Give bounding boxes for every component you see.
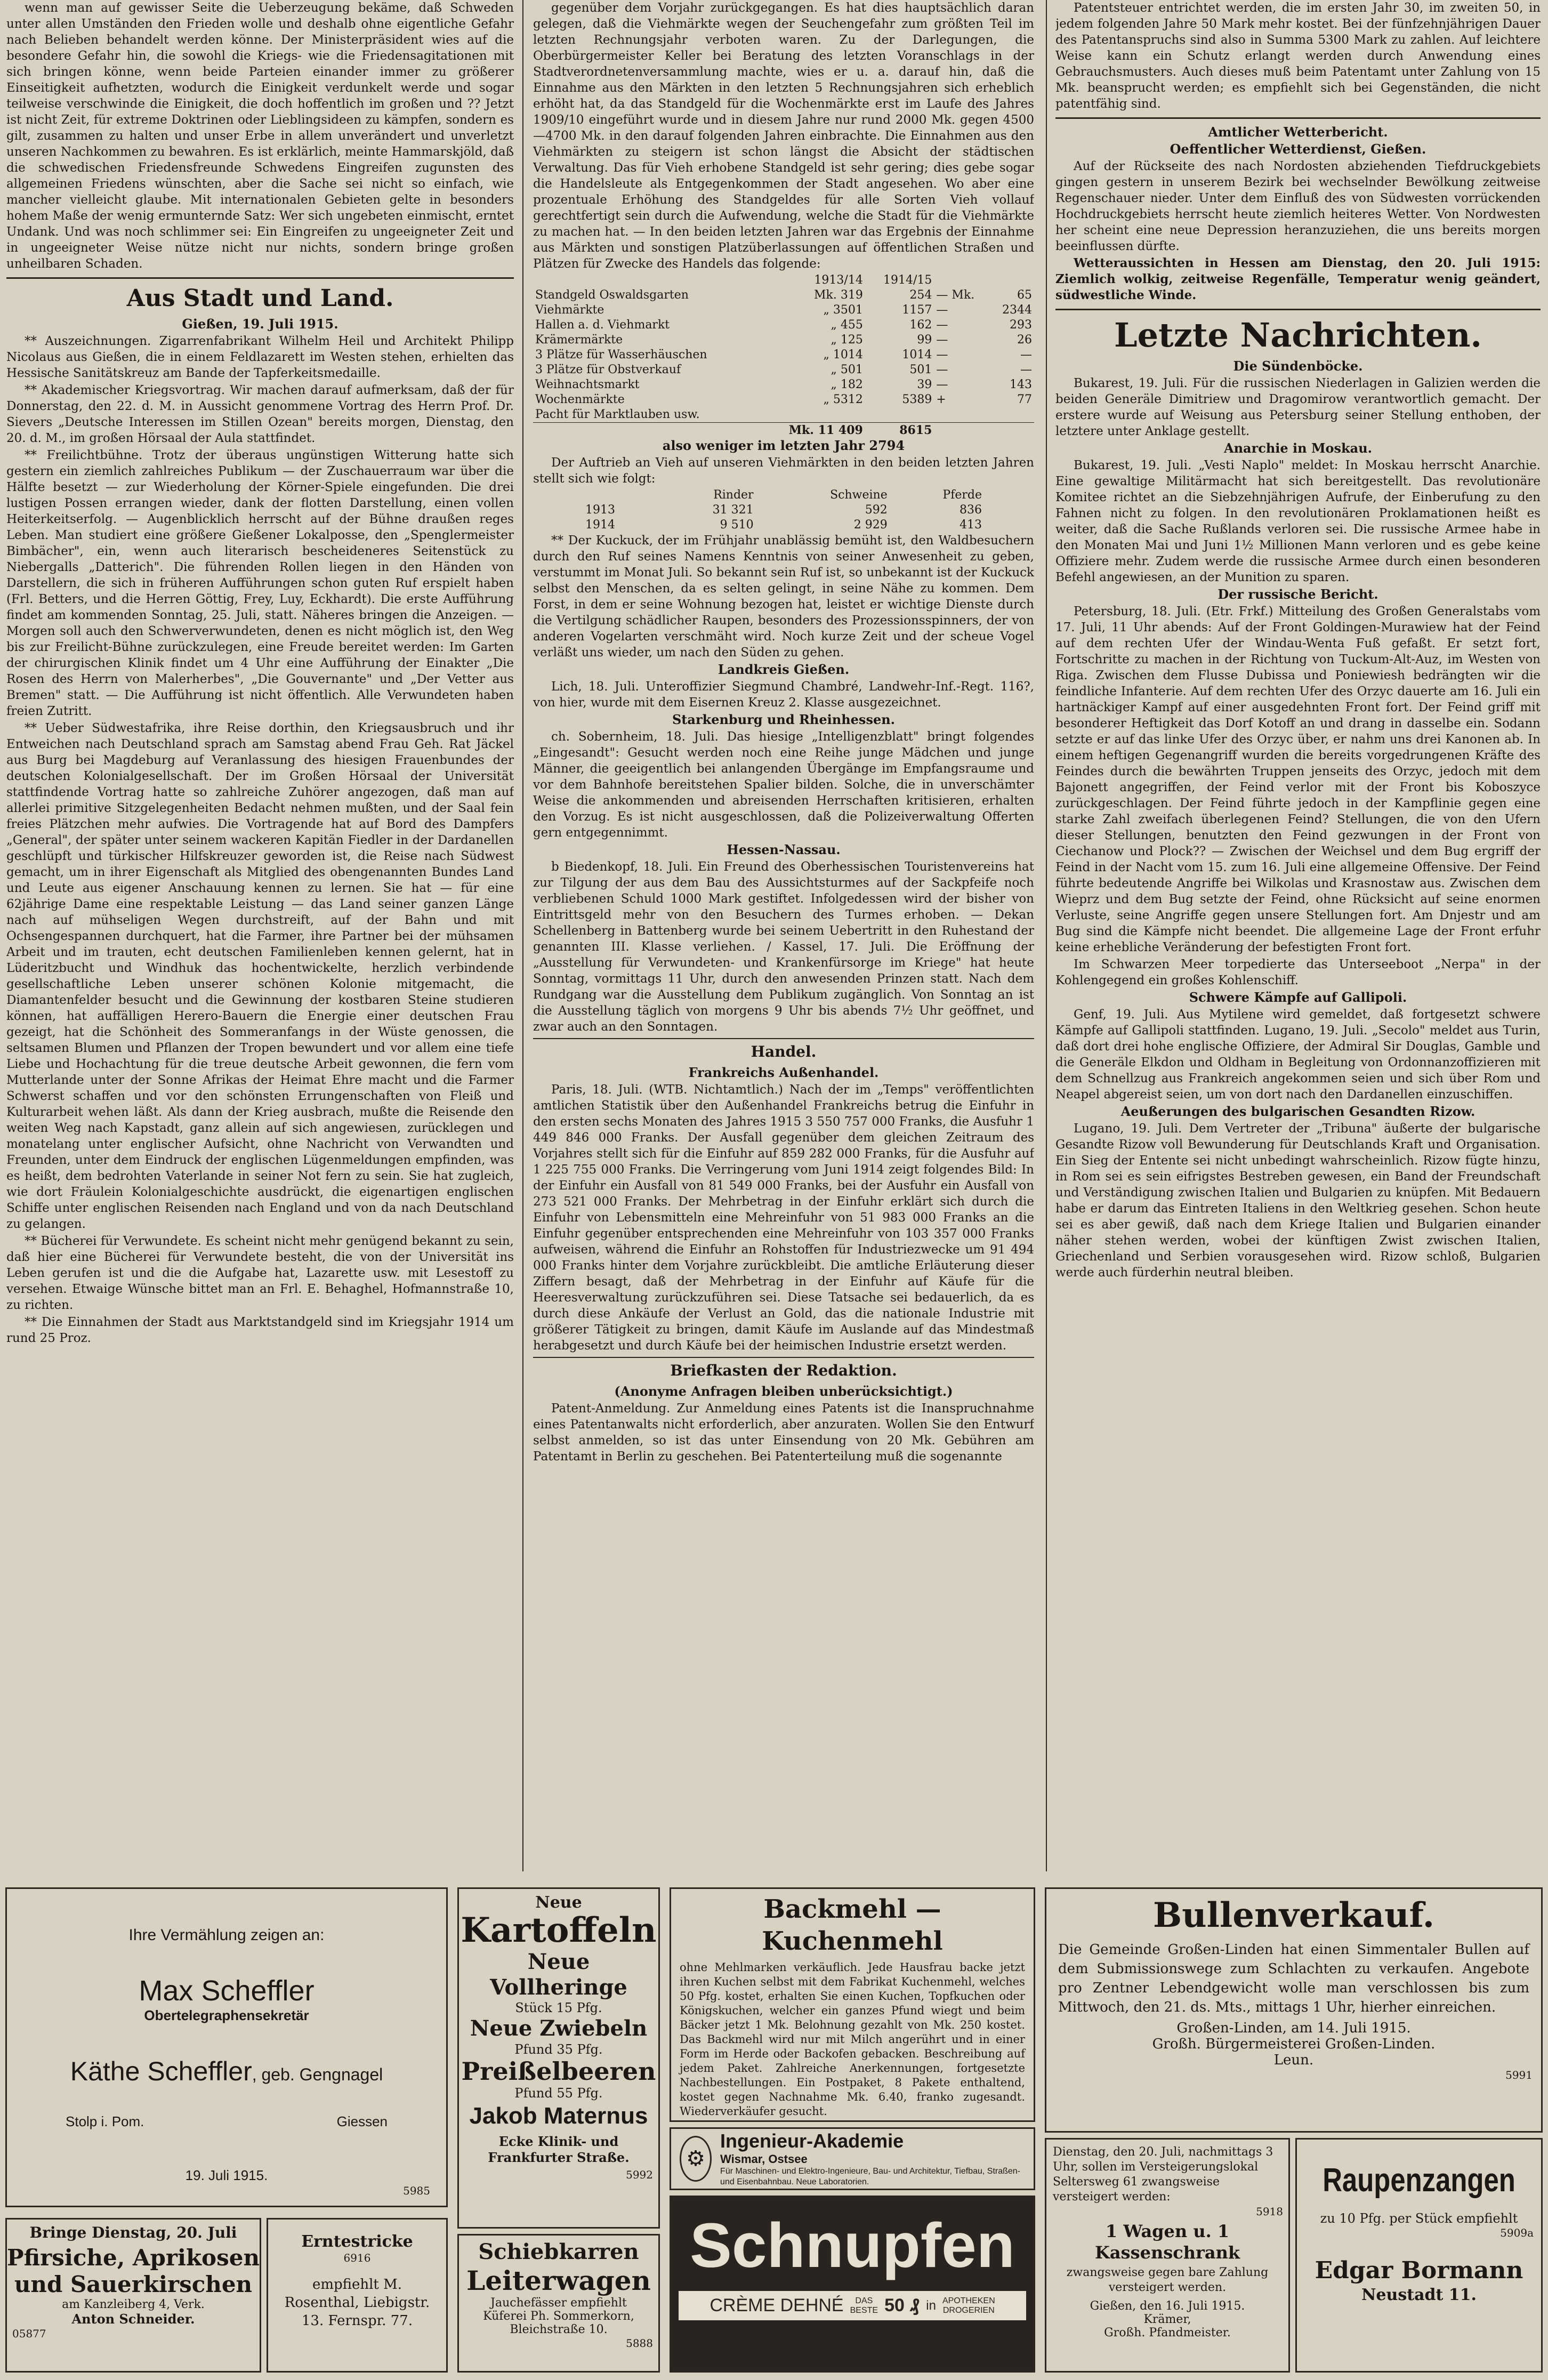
table-header: Rinder Schweine Pferde: [713, 488, 982, 502]
local-news-item: ** Freilichtbühne. Trotz der überaus ungünstigen Witterung hatte sich gestern ein ziemlich zahlreiches Publikum — der Zuschauerraum war über die Hälfte besetzt — zur Wiederholung der Körner-Spiele eingefunden. Die drei lustigen Possen errangen wieder, dank der flotten Darstellung, einen vollen Heiterkeitserfolg. — Augenblicklich herrscht auf der Bühne draußen reges Leben. Man studiert eine größere Gießener Lokalposse, den „Spenglermeister Bimbächer", ein, wenn auch literarisch bescheideneres Seitenstück zu Niebergalls „Datterich". Die führenden Rollen liegen in den Händen von Darstellern, die sich in früheren Aufführungen schon guten Ruf erspielt haben (Frl. Betters, und die Herren Göttig, Frey, Luy, Eckhardt). Die erste Aufführung findet am kommenden Sonntag, 25. Juli, statt. Näheres bringen die Anzeigen. — Morgen soll auch den Schwerverwundeten, denen es nicht möglich ist, den Weg bis zur Freilicht-Bühne zurückzulegen, eine Freude bereitet werden: Im Garten der chirurgischen Klinik findet um 4 Uhr eine Aufführung der Einakter „Die Rosen des Herrn von Malerherbes", „Die Gouvernante" und „Der Vetter aus Bremen" statt. — Die Aufführung ist nicht öffentlich. Alle Verwundeten haben freien Zutritt.: [6, 448, 514, 718]
weather-forecast: Wetteraussichten in Hessen am Dienstag, den 20. Juli 1915: Ziemlich wolkig, zeitweise Regenfälle, Temperatur wenig geändert, südwestliche Winde.: [1055, 256, 1541, 302]
advertisement-section: [5, 1887, 1543, 2374]
ad-text: empfiehlt M. Rosenthal, Liebigstr. 13. Fernspr. 77.: [284, 2277, 430, 2329]
ad-text: Giessen: [336, 2113, 388, 2129]
wedding-announcement: [5, 1887, 448, 2207]
remedy-product-line: [679, 2291, 1026, 2320]
table-row: 3 Plätze für Obstverkauf „ 501 501 — —: [535, 363, 1032, 376]
ad-text: Stolp i. Pom.: [66, 2113, 144, 2129]
auction-ad: [1045, 2138, 1290, 2373]
ad-code: 05877: [12, 2327, 46, 2340]
academy-ad: [670, 2127, 1035, 2190]
table-row: Standgeld Oswaldsgarten Mk. 319 254 — Mk. 65: [535, 288, 1032, 302]
local-news-item: ** Der Kuckuck, der im Frühjahr unablässig bemüht ist, den Waldbesuchern durch den Ruf seines Namens Kenntnis von seiner Anwesenheit zu geben, verstummt im Monat Juli. So bekannt sein Ruf ist, so unbekannt ist der Kuckuck selbst den Menschen, da es selten gelingt, in seine Nähe zu kommen. Dem Forst, in dem er seine Wohnung bezogen hat, leistet er wichtige Dienste durch die Vertilgung schädlicher Raupen, besonders des Prozessionsspinners, der von anderen Vogelarten verschmäht wird. Noch kurze Zeit und der scheue Vogel verläßt uns wieder, um nach den Süden zu gehen.: [533, 534, 1034, 660]
section-heading: Briefkasten der Redaktion.: [670, 1362, 897, 1379]
section-heading: Letzte Nachrichten.: [1114, 316, 1482, 355]
news-item: Genf, 19. Juli. Aus Mytilene wird gemeldet, daß fortgesetzt schwere Kämpfe auf Gallipoli stattfinden. Lugano, 19. Juli. „Secolo" meldet aus Turin, daß dort drei hohe englische Offiziere, der Admiral Sir Douglas, Gamble und die Generäle Elkdon und Oldham in Begleitung von Ordonnanzoffizieren mit dem Schnellzug aus Frankreich angekommen seien und sich über Rom und Neapel abgereist seien, um von dort nach den Dardanellen einzuschiffen.: [1055, 1008, 1541, 1101]
grocery-ad: [457, 1887, 660, 2229]
local-news-item: Lich, 18. Juli. Unteroffizier Siegmund Chambré, Landwehr-Inf.-Regt. 116?, von hier, wurde mit dem Eisernen Kreuz 2. Klasse ausgezeichnet.: [533, 680, 1034, 710]
cart-ad: [457, 2234, 660, 2373]
ad-price: Pfund 55 Pfg.: [514, 2086, 603, 2101]
ad-text: DAS: [855, 2296, 873, 2305]
local-news-item: ** Bücherei für Verwundete. Es scheint nicht mehr genügend bekannt zu sein, daß hier eine Bücherei für Verwundete besteht, die von der Universität ins Leben gerufen ist und die die Aufgabe hat, Lazarette usw. mit Lesestoff zu versehen. Etwaige Wünsche bittet man an Frl. E. Behaghel, Hofmannstraße 10, zu richten.: [6, 1234, 514, 1312]
ad-text: BESTE: [850, 2305, 878, 2315]
academy-row: [671, 2129, 1034, 2189]
ad-text: zwangsweise gegen bare Zahlung versteigert werden.: [1066, 2266, 1269, 2294]
ad-name: Anton Schneider.: [71, 2311, 195, 2327]
ad-name: Max Scheffler: [139, 1975, 315, 2007]
news-item: Petersburg, 18. Juli. (Etr. Frkf.) Mitteilung des Großen Generalstabs vom 17. Juli, 11 Uhr abends: Auf der Front Goldingen-Murawiew hat der Feind auf dem rechten Ufer der Windau-Wenta Fuß gefaßt. Er setzt fort, Fortschritte zu machen in der Richtung von Tuckum-Alt-Auz, im Westen von Riga. Zwischen dem Flusse Dubissa und Poniewiesh bedrängten wir die feindliche Infanterie. Auf dem rechten Ufer des Orzyc dauerte am 16. Juli ein hartnäckiger Kampf auf einer ausgedehnten Front fort. Der Feind griff mit besonderer Heftigkeit das Dorf Kotoff an und drang in dasselbe ein. Sodann setzte er auf das linke Ufer des Orzyc über, er nahm uns drei Kanonen ab. In einem heftigen Gegenangriff wurden die bereits vorgedrungenen Kräfte des Feindes durch die bewährten Truppen jenseits des Orzyc, jedoch mit dem Bajonett angegriffen, der Feind verlor mit der Front bis Koboszyce zurückgeschlagen. Der Feind führte jedoch in der Kampflinie gegen eine starke Zahl zweifach überlegenen Feind? Stellungen, die von den Ufern dieser Stellungen, benutzten den Feind gezwungen in der Front von Ciechanow und Plock?? — Zwischen der Weichsel und dem Bug ergriff der Feind in der Nacht vom 15. zum 16. Juli eine allgemeine Offensive. Der Feind führte bedeutende Angriffe bei Wilkolas und Krasnostaw aus. Zwischen dem Wieprz und dem Bug setzte der Feind, ohne Rücksicht auf seine enormen Verluste, seine Angriffe gegen unsere Stellungen fort. Am Dnjestr und am Bug sind die Kämpfe nicht beendet. Die allgemeine Lage der Front erfuhr keine erhebliche Veränderung der befestigten Front fort.: [1055, 605, 1541, 954]
ad-price: Pfund 35 Pfg.: [514, 2042, 603, 2057]
table-row: Hallen a. d. Viehmarkt „ 455 162 — 293: [535, 318, 1032, 332]
ad-text: Großh. Pfandmeister.: [1104, 2326, 1231, 2339]
ad-title: Pfirsiche, Aprikosen und Sauerkirschen: [7, 2245, 260, 2297]
ad-title: Schiebkarren: [478, 2239, 639, 2264]
ad-title: Raupenzangen: [1323, 2162, 1515, 2199]
news-item: Bukarest, 19. Juli. Für die russischen Niederlagen in Galizien werden die beiden Generäle Dimitriew und Dragomirow verantwortlich gemacht. Der erstere wurde auf Weisung aus Petersburg seiner Stellung enthoben, der letztere unter Anklage gestellt.: [1055, 376, 1541, 438]
table-row: Pacht für Marktlauben usw.: [535, 408, 700, 421]
section-subheading: Der russische Bericht.: [1218, 586, 1378, 602]
section-subheading: Landkreis Gießen.: [717, 662, 850, 677]
table-row: 1914 9 510 2 929 413: [585, 518, 982, 532]
dateline: Gießen, 19. Juli 1915.: [182, 316, 338, 332]
section-rule: [1055, 309, 1541, 310]
ad-text: Bringe Dienstag, 20. Juli: [29, 2224, 237, 2241]
ad-code: 5992: [626, 2168, 653, 2181]
ad-text: in: [926, 2298, 936, 2313]
column-right: [1055, 0, 1541, 1866]
column-rule: [522, 0, 523, 1871]
bull-sale-ad: [1045, 1887, 1543, 2133]
section-heading: Aus Stadt und Land.: [126, 285, 394, 312]
section-subheading: Starkenburg und Rheinhessen.: [672, 712, 896, 727]
ad-title: Backmehl — Kuchenmehl: [762, 1894, 943, 1956]
ad-title: Erntestricke: [301, 2232, 413, 2251]
weather-report: Auf der Rückseite des nach Nordosten abziehenden Tiefdruckgebiets gingen gestern in unserem Bezirk bei wechselnder Bewölkung zeitweise Regenschauer nieder. Unter dem Einfluß des von Südwesten vorrückenden Hochdruckgebiets herrscht heute ziemlich heiteres Wetter. Von Nordwesten her scheint eine neue Depression heranzuziehen, die uns bereits morgen beeinflussen dürfte.: [1055, 159, 1541, 253]
section-rule: [533, 1357, 1034, 1358]
ad-name: Edgar Bormann: [1315, 2257, 1523, 2284]
ad-code: 6916: [343, 2252, 371, 2264]
table-row: Wochenmärkte „ 5312 5389 + 77: [535, 393, 1032, 406]
academy-text: [720, 2130, 1025, 2188]
section-subheading: Die Sündenböcke.: [1233, 358, 1363, 374]
ad-code: 5888: [626, 2337, 653, 2350]
table-total-row: Mk. 11 409 8615: [533, 423, 1034, 438]
ad-name-line: [7, 2056, 446, 2087]
section-rule: [533, 1038, 1034, 1039]
local-news-item: ** Ueber Südwestafrika, ihre Reise dorthin, den Kriegsausbruch und ihr Entweichen nach Deutschland sprach am Samstag abend Frau Geh. Rat Jäckel aus Burg bei Magdeburg auf Veranlassung des hiesigen Frauenbundes der deutschen Kolonialgesellschaft. Der im Großen Hörsaal der Universität stattfindende Vortrag hatte so zahlreiche Zuhörer angezogen, daß man auf allerlei primitive Sitzgelegenheiten Bedacht nehmen mußten, und der Saal fein freies Plätzchen mehr aufwies. Die Vortragende hat auf Bord des Dampfers „General", der später unter seinem wackeren Kapitän Fiedler in der Dardanellen geschlüpft und türkischer Hilfskreuzer geworden ist, die Reise nach Südwest gemacht, um in ihrer Eigenschaft als Mitglied des obengenannten Bundes Land und Leute aus eigener Anschauung kennen zu lernen. Sie hat — für eine 62jährige Dame eine respektable Leistung — das Land seiner ganzen Länge nach auf mühseligen Wegen durchstreift, auf der Bahn und mit Ochsengespannen durchquert, hat die Farmer, ihre Partner bei der mühsamen Arbeit und im trauten, echt deutschen Familienleben kennen gelernt, hat in Lüderitzbucht und Windhuk das hochentwickelte, herzlich verbindende gesellschaftliche Leben unserer schönen Kolonie mitgemacht, die Diamantenfelder besucht und die Gewinnung der kostbaren Steine studieren können, hat auffälligen Herero-Bauern die Energie einer deutschen Frau gezeigt, hat die Schönheit des Sommeranfangs in der Wüste genossen, die seltsamen Blumen und Pflanzen der Tropen bewundert und vor allem eine tiefe Liebe und Hochachtung für die treue deutsche Arbeit gewonnen, die fern vom Mutterlande unter der Sonne Afrikas der Heimat Ehre macht und die Farmer Schwerst schaffen und vor den schönsten Errungenschaften von Fleiß und Kulturarbeit wehen läßt. Als dann der Krieg ausbrach, mußte die Reisende den weiten Weg nach Kapstadt, ganz allein auf sich angewiesen, zurücklegen und monatelang unter englischer Aufsicht, ohne Nachricht von Verwandten und Freunden, unter dem Eindruck der englischen Lügenmeldungen empfinden, was es heißt, dem bedrohten Vaterlande in seiner Not fern zu sein. Sie hat zugleich, wie dort Fräulein Kolonialgeschichte ausdrückt, die eigenartigen englischen Schiffe unter englischen Reisenden nach England und von da nach Deutschland zu gelangen.: [6, 721, 514, 1231]
section-subheading: Schwere Kämpfe auf Gallipoli.: [1189, 990, 1407, 1005]
table-row: Viehmärkte „ 3501 1157 — 2344: [535, 303, 1032, 317]
ad-title: Ingenieur-Akademie: [720, 2130, 904, 2152]
remedy-badge: [850, 2296, 878, 2315]
section-subheading: Oeffentlicher Wetterdienst, Gießen.: [1170, 141, 1426, 157]
ad-text: Neue: [535, 1893, 582, 1912]
baking-flour-ad: [670, 1887, 1035, 2122]
section-subheading: (Anonyme Anfragen bleiben unberücksichtigt.): [614, 1384, 953, 1399]
ad-name: Krämer,: [1143, 2313, 1191, 2326]
column-rule: [1046, 0, 1047, 1871]
local-news-item: ch. Sobernheim, 18. Juli. Das hiesige „Intelligenzblatt" bringt folgendes „Eingesandt": Gesucht werden noch eine Reihe junge Mädchen und junge Männer, die geeigentlich bei anlangenden Übergänge im Empfangsraume und vor dem Bahnhofe bereitstehen Spalier bilden. Solche, die in unverschämter Weise die ankommenden und abreisenden Herrschaften kritisieren, erhalten den Vorzug. Es ist nicht ausgeschlossen, daß die Polizeiverwaltung Offerten gern entgegennimmt.: [533, 730, 1034, 840]
section-subheading: Hessen-Nassau.: [727, 842, 841, 857]
remedy-where: [942, 2296, 995, 2315]
article-text: Paris, 18. Juli. (WTB. Nichtamtlich.) Nach der im „Temps" veröffentlichten amtlichen Statistik über den Außenhandel Frankreichs betrug die Einfuhr in den ersten sechs Monaten des Jahres 1915 3 550 757 000 Franks, die Ausfuhr 1 449 846 000 Franks. Der Ausfall gegenüber dem gleichen Zeitraum des Vorjahres stellt sich für die Einfuhr auf 859 282 000 Franks, für die Ausfuhr auf 1 225 755 000 Franks. Die Verringerung vom Juni 1914 zeigt folgendes Bild: In der Einfuhr ein Ausfall von 81 549 000 Franks, bei der Ausfuhr ein Ausfall von 273 521 000 Franks. Der Mehrbetrag in der Einfuhr erklärt sich durch die Einfuhr von Lebensmitteln eine Mehreinfuhr von 51 983 000 Franks an die Einfuhr gegenüber entsprechenden eine Mehreinfuhr von 103 357 000 Franks aufweisen, während die Einfuhr an Rohstoffen für Industriezwecke um 91 494 000 Franks hinter dem Vorjahre zurückbleibt. Die amtliche Erläuterung dieser Ziffern besagt, daß der Mehrbetrag in der Einfuhr auf Käufe für die Heeresverwaltung zurückzuführen sei. Diese Tatsache sei bedauerlich, da es durch diese Ankäufe der Verlust an Gold, das die nationale Industrie mit größerer Tätigkeit zu bringen, damit Käufe im Auslande auf das Mindestmaß herabgesetzt und durch Käufe bei der heimischen Industrie ersetzt werden.: [533, 1083, 1034, 1353]
ad-text: Neustadt 11.: [1361, 2286, 1477, 2304]
ad-text: am Kanzleiberg 4, Verk.: [62, 2298, 205, 2311]
column-middle: [533, 0, 1034, 1871]
ad-date: 19. Juli 1915.: [185, 2167, 268, 2183]
ad-title: Neue Zwiebeln: [470, 2016, 648, 2041]
table-note: also weniger im letzten Jahr 2794: [662, 438, 905, 453]
table-row: 3 Plätze für Wasserhäuschen „ 1014 1014 — —: [535, 348, 1032, 361]
ad-text: Für Maschinen- und Elektro-Ingenieure, Bau- und Architektur, Tiefbau, Straßen- und Eisenbahnbau. Neue Laboratorien.: [720, 2167, 1021, 2186]
fruit-ad: [5, 2218, 261, 2373]
section-subheading: Frankreichs Außenhandel.: [688, 1065, 879, 1080]
article-text: gegenüber dem Vorjahr zurückgegangen. Es hat dies hauptsächlich daran gelegen, daß die Viehmärkte wegen der Seuchengefahr zum größten Teil im letzten Rechnungsjahr verboten waren. Zu der Darlegungen, die Oberbürgermeister Keller bei Beratung des letzten Voranschlags in der Stadtverordnetenversammlung machte, wies er u. a. darauf hin, daß die Einnahme aus den Märkten in den letzten 5 Rechnungsjahren sich erheblich erhöht hat, da das Standgeld für die Wochenmärkte erst im Laufe des Jahres 1909/10 eingeführt wurde und in diesem Jahre nur rund 2000 Mk. gegen 4500—4700 Mk. in den darauf folgenden Jahren einbrachte. Die Einnahmen aus den Viehmärkten zu steigern ist schon längst die Absicht der städtischen Verwaltung. Das für Vieh erhobene Standgeld ist sehr gering; dies gebe sogar die Handelsleute als Entgegenkommen der Stadt angesehen. Wo aber eine prozentuale Erhöhung des Standgeldes für alle Sorten Vieh vollauf gerechtfertigt sein durch die Aufwendung, welche die Stadt für die Viehmärkte zu machen hat. — In den beiden letzten Jahren war das Ergebnis der Einnahme aus Märkten und sonstigen Platzüberlassungen auf öffentlichen Straßen und Plätzen für Zwecke des Handels das folgende:: [533, 1, 1034, 271]
local-news-item: b Biedenkopf, 18. Juli. Ein Freund des Oberhessischen Touristenvereins hat zur Tilgung der aus dem Bau des Aussichtsturmes auf der Sackpfeife noch verbliebenen Schuld 1000 Mark gestiftet. Infolgedessen wird der bisher von Eintrittsgeld mehr von den Besuchern des Turmes erhoben. — Dekan Schellenberg in Battenberg wurde bei seinem Uebertritt in den Ruhestand der genannten III. Klasse verliehen. / Kassel, 17. Juli. Die Eröffnung der „Ausstellung für Verwundeten- und Krankenfürsorge im Kriege" hat heute Sonntag, vormittags 11 Uhr, durch den anwesenden Prinzen statt. Nach dem Rundgang war die Ausstellung dem Publikum zugänglich. Von Sonntag an ist die Ausstellung täglich von morgens 9 Uhr bis abends 7½ Uhr geöffnet, und zwar auch an den Sonntagen.: [533, 860, 1034, 1034]
ad-text: Großen-Linden, am 14. Juli 1915.: [1176, 2020, 1411, 2036]
ad-title: Bullenverkauf.: [1153, 1895, 1434, 1935]
ad-text: Ihre Vermählung zeigen an:: [128, 1926, 325, 1944]
news-item: Im Schwarzen Meer torpedierte das Unterseeboot „Nerpa" in der Kohlengegend ein großes Kohlenschiff.: [1055, 958, 1541, 987]
ad-price: 50 ₰: [884, 2295, 920, 2315]
section-rule: [6, 277, 514, 279]
ad-price: Stück 15 Pfg.: [515, 2000, 602, 2015]
ad-text: Großh. Bürgermeisterei Großen-Linden.: [1152, 2036, 1436, 2052]
section-subheading: Anarchie in Moskau.: [1223, 440, 1373, 456]
ad-title: 1 Wagen u. 1 Kassenschrank: [1095, 2221, 1240, 2263]
table-header: 1913/14 1914/15: [814, 274, 932, 287]
ad-title: Preißelbeeren: [461, 2057, 656, 2086]
table-row: Weihnachtsmarkt „ 182 39 — 143: [535, 378, 1032, 391]
ad-code: 5918: [1256, 2205, 1283, 2218]
ad-date: Gießen, den 16. Juli 1915.: [1090, 2299, 1245, 2313]
livestock-table: [583, 488, 984, 533]
cold-remedy-ad: [670, 2196, 1035, 2373]
table-row: Krämermärkte „ 125 99 — 26: [535, 333, 1032, 347]
ad-text: Die Gemeinde Großen-Linden hat einen Simmentaler Bullen auf dem Submissionswege zum Schlachten zu verkaufen. Angebote pro Zentner Lebendgewicht wolle man verschlossen bis zum Mittwoch, den 21. ds. Mts., mittags 1 Uhr, hierher einreichen.: [1058, 1942, 1529, 2015]
article-text: wenn man auf gewisser Seite die Ueberzeugung bekäme, daß Schweden unter allen Umständen den Frieden wolle und deshalb ohne eigentliche Gefahr nach Belieben behandelt werden könne. Der Ministerpräsident wies auf die besondere Gefahr hin, die sowohl die Kriegs- wie die Friedensagitationen mit sich bringen könne, wenn beide Parteien einander immer zu größerer Einseitigkeit aufhetzten, wodurch die Einigkeit verdunkelt werde und sogar teilweise verschwinde die Einigkeit, die doch hoffentlich im großen und ?? Jetzt ist nicht Zeit, für extreme Doktrinen oder Lieblingsideen zu kämpfen, sondern es gilt, zusammen zu halten und unser Erbe in allem unverändert und unverletzt unseren Nachkommen zu bewahren. Es ist erklärlich, meinte Hammarskjöld, daß die schwedischen Friedensfreunde Schwedens Eingreifen zugunsten des allgemeinen Friedens wünschten, aber die Sache sei nicht so einfach, wie mancher vielleicht glaube. Mit internationalen Gebieten gelte in besonders hohem Maße der wenig ermunternde Satz: Wer sich ungebeten einmischt, erntet Undank. Und was noch schlimmer sei: Ein Eingreifen zu ungeeigneter Zeit und in ungeeigneter Weise nütze nicht nur nichts, sondern bringe großen unheilbaren Schaden.: [6, 1, 514, 271]
news-item: Bukarest, 19. Juli. „Vesti Naplo" meldet: In Moskau herrscht Anarchie. Eine gewaltige Militärmacht hat sich bereitgestellt. Das revolutionäre Komitee richtet an die Siebzehnjährigen Aufrufe, der Einberufung zu den Fahnen nicht zu folgen. In den revolutionären Proklamationen heißt es weiter, daß die Sache Rußlands verloren sei. Die russische Armee habe in den Monaten Mai und Juni 1½ Millionen Mann verloren und es gebe keine Offiziere mehr. Zudem werde die russische Armee durch einen besonderen Befehl angewiesen, an der Munition zu sparen.: [1055, 459, 1541, 584]
caterpillar-tongs-ad: [1295, 2138, 1543, 2373]
local-news-item: ** Akademischer Kriegsvortrag. Wir machen darauf aufmerksam, daß der für Donnerstag, den 22. d. M. in Aussicht genommene Vortrag des Herrn Prof. Dr. Sievers „Deutsche Interessen im Stillen Ozean" bereits morgen, Dienstag, den 20. d. M., im großen Hörsaal der Aula stattfindet.: [6, 383, 514, 445]
local-news-item: ** Die Einnahmen der Stadt aus Marktstandgeld sind im Kriegsjahr 1914 um rund 25 Proz.: [6, 1315, 514, 1345]
ad-text: Dienstag, den 20. Juli, nachmittags 3 Uhr, sollen im Versteigerungslokal Seltersweg 61 zwangsweise versteigert werden:: [1053, 2145, 1273, 2204]
ad-name: Käthe Scheffler: [70, 2056, 252, 2086]
ad-text: CRÈME DEHNÉ: [710, 2295, 844, 2315]
article-text: Patent-Anmeldung. Zur Anmeldung eines Patents ist die Inanspruchnahme eines Patentanwalts nicht erforderlich, aber anzuraten. Wollen Sie den Entwurf selbst anmelden, so ist das unter Einsendung von 20 Mk. Gebühren am Patentamt in Berlin zu geschehen. Bei Patenterteilung muß die sogenannte: [533, 1402, 1034, 1464]
section-heading: Amtlicher Wetterbericht.: [1208, 124, 1388, 140]
ad-text: ohne Mehlmarken verkäuflich. Jede Hausfrau backe jetzt ihren Kuchen selbst mit dem Fabrikat Kuchenmehl, welches 50 Pfg. kostet, erhalten Sie einen Kuchen, Topfkuchen oder Königskuchen, welcher ein ganzes Pfund wiegt und beim Bäcker jetzt 1 Mk. Belohnung gezahlt von Mk. 250 kostet. Das Backmehl wird nur mit Milch angerührt und in einer Form im Herde oder Backofen gebacken. Beschreibung auf jedem Paket. Zahlreiche Anerkennungen, fortgesetzte Nachbestellungen. Ein Postpaket, 8 Pakete enthaltend, kostet gegen Nachnahme Mk. 6.40, franko zugesandt. Wiederverkäufer gesucht.: [680, 1961, 1025, 2118]
ad-code: 5909a: [1500, 2226, 1534, 2239]
ad-text: APOTHEKEN: [942, 2296, 995, 2305]
market-revenue-table: [533, 273, 1034, 438]
table-row: 1913 31 321 592 836: [585, 503, 982, 517]
ad-text: Obertelegraphensekretär: [144, 2007, 309, 2023]
ad-text: Ecke Klinik- und Frankfurter Straße.: [488, 2134, 630, 2165]
ad-title: Schnupfen: [690, 2210, 1015, 2281]
rope-ad: [267, 2218, 448, 2373]
ad-name: Jakob Maternus: [469, 2103, 648, 2129]
news-item: Lugano, 19. Juli. Dem Vertreter der „Tribuna" äußerte der bulgarische Gesandte Rizow voll Bewunderung für Deutschlands Kraft und Organisation. Ein Sieg der Entente sei nicht unbedingt wahrscheinlich. Rizow fügte hinzu, in Rom sei es sein eifrigstes Bestreben gewesen, ein Band der Freundschaft und Verständigung zwischen Italien und Bulgarien zu knüpfen. Mit Bedauern habe er darum das Eintreten Italiens in den Weltkrieg gesehen. Schon heute sei es aber gewiß, daß nach dem Kriege Italien und Bulgarien einander näher stehen werden, wobei der künftigen Zwist zwischen Italien, Griechenland und Serbien vorausgesehen wird. Rizow schloß, Bulgarien werde auch fürderhin neutral bleiben.: [1055, 1122, 1541, 1280]
ad-text: , geb. Gengnagel: [252, 2065, 383, 2084]
ad-title: Kartoffeln: [461, 1910, 657, 1950]
ad-title: Neue Vollheringe: [490, 1949, 627, 2000]
ad-price: zu 10 Pfg. per Stück empfiehlt: [1320, 2211, 1518, 2226]
academy-emblem-icon: ⚙: [680, 2136, 712, 2182]
ad-text: Küferei Ph. Sommerkorn,: [483, 2310, 634, 2323]
section-subheading: Aeußerungen des bulgarischen Gesandten Rizow.: [1120, 1104, 1476, 1119]
section-heading: Handel.: [751, 1043, 817, 1060]
article-text: Patentsteuer entrichtet werden, die im ersten Jahr 30, im zweiten 50, in jedem folgenden Jahre 50 Mark mehr kostet. Bei der fünfzehnjährigen Dauer des Patentanspruchs sind also in Summa 5300 Mark zu zahlen. Auf leichtere Weise kann ein Schutz erlangt werden durch Anwendung eines Gebrauchsmusters. Auch dieses muß beim Patentamt unter Zahlung von 15 Mk. beansprucht werden; es empfiehlt sich bei Gegenständen, die nicht patentfähig sind.: [1055, 1, 1541, 111]
article-text: Der Auftrieb an Vieh auf unseren Viehmärkten in den beiden letzten Jahren stellt sich wie folgt:: [533, 456, 1034, 486]
ad-text: Jauchefässer empfiehlt: [490, 2296, 627, 2310]
column-left: [6, 0, 514, 1866]
ad-cities: [7, 2087, 446, 2130]
ad-code: 5991: [1505, 2069, 1533, 2081]
ad-text: Wismar, Ostsee: [720, 2152, 808, 2166]
ad-title: Leiterwagen: [466, 2265, 651, 2296]
local-news-item: ** Auszeichnungen. Zigarrenfabrikant Wilhelm Heil und Architekt Philipp Nicolaus aus Gießen, die in einem Feldlazarett im Westen stehen, erhielten das Hessische Sanitätskreuz am Bande der Tapferkeitsmedaille.: [6, 334, 514, 380]
ad-name: Leun.: [1273, 2052, 1314, 2068]
ad-text: DROGERIEN: [942, 2305, 995, 2315]
section-rule: [1055, 117, 1541, 119]
ad-code: 5985: [403, 2184, 430, 2197]
ad-text: Bleichstraße 10.: [510, 2323, 608, 2336]
